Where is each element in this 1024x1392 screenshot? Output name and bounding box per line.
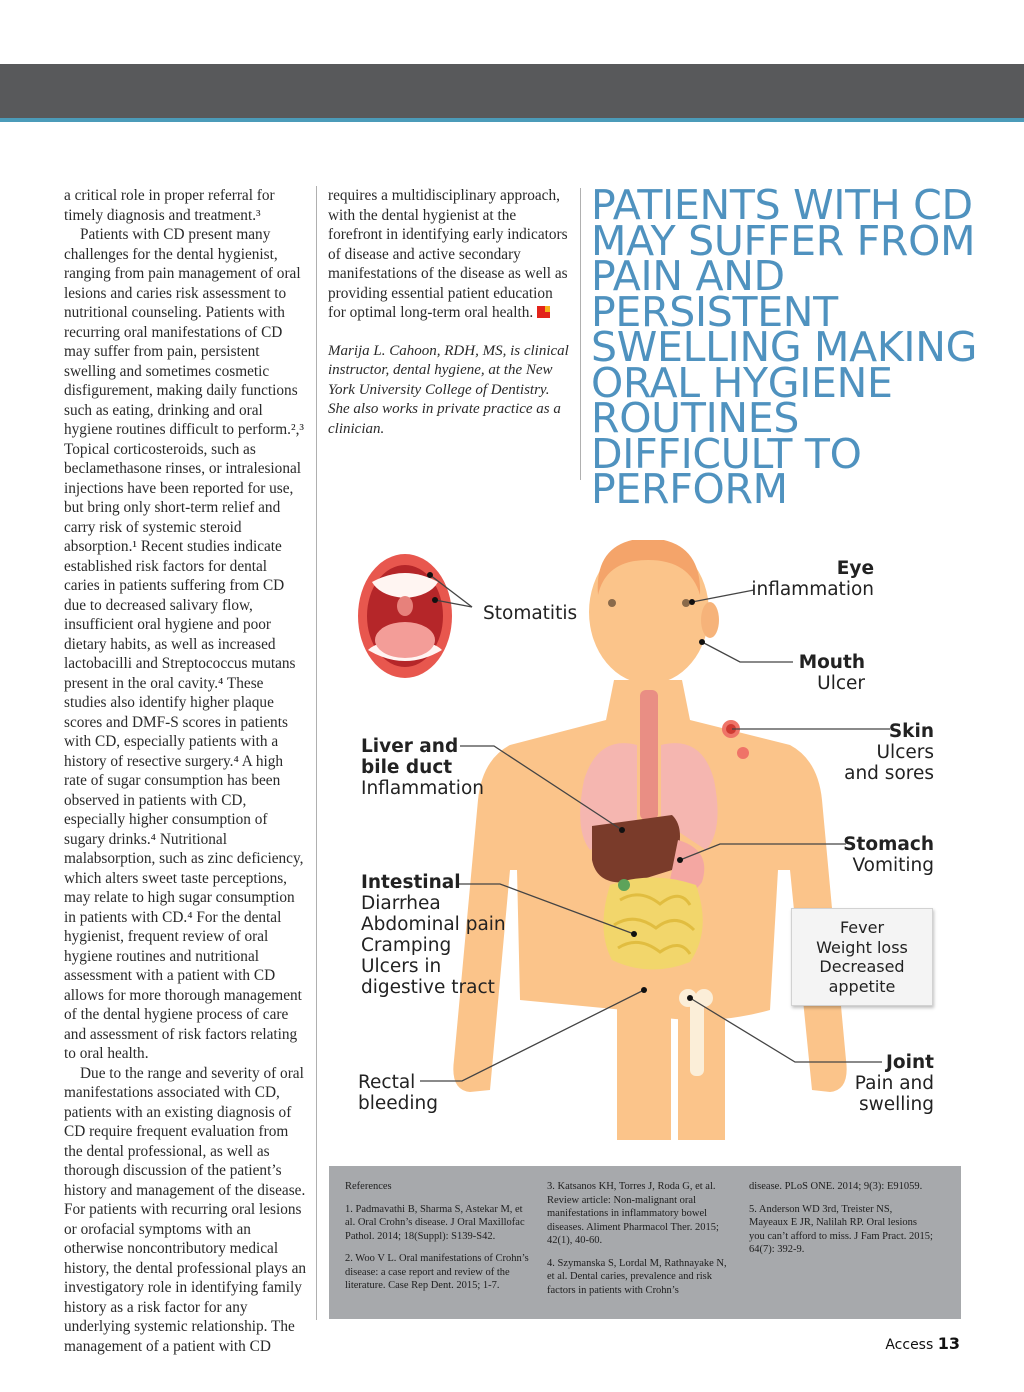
skin-label-desc: and sores: [844, 763, 934, 784]
skin-label: [844, 721, 934, 784]
article-column-2: [328, 186, 570, 439]
liver-label-desc: Inflammation: [361, 778, 484, 799]
magazine-name: Access: [885, 1337, 934, 1353]
references-column: [547, 1180, 731, 1306]
intestinal-symptom: Cramping: [361, 935, 452, 956]
liver-label-title: bile duct: [361, 757, 453, 778]
references-box: [329, 1166, 961, 1319]
skin-label-desc: Ulcers: [876, 742, 934, 763]
intestines-icon: [603, 878, 702, 970]
liver-label: [361, 736, 484, 799]
stomach-label: [843, 834, 934, 876]
article-paragraph: Patients with CD present many challenges for the dental hygienist, ranging from pain management of oral lesions and caries risk assessment to nutritional counseling. Patients with recurring oral manifestations of CD may suffer from pain, persistent swelling and sometimes cosmetic disfigurement, making daily functions such as eating, drinking and oral hygiene routines difficult to perform.²,³ Topical corticosteroids, such as beclamethasone rinses, or intralesional injections have been reported for use, but bring only short-term relief and carry risk of systemic steroid absorption.¹ Recent studies indicate established risk factors for dental caries in patients suffering from CD due to decreased salivary flow, insufficient oral hygiene and poor dietary habits, as well as increased lactobacilli and Streptococcus mutans present in the oral cavity.⁴ These studies also identify higher plaque scores and DMF-S scores in patients with CD, especially patients with a history of resective surgery.⁴ A high rate of sugar consumption has been observed in patients with CD, especially higher consumption of sugary drinks.⁴ Nutritional malabsorption, such as zinc deficiency, which alters sweet taste perceptions, may relate to high sugar consumption in patients with CD.⁴ For the dental hygienist, frequent review of oral hygiene routines and nutritional assessment with a patient with CD allows for more thorough management of the dental hygiene process of care and assessment of risk factors relating to oral health.: [64, 226, 304, 1062]
systemic-symptoms-box: [791, 908, 933, 1006]
references-column: [749, 1180, 933, 1266]
page-number: 13: [937, 1334, 960, 1353]
rectal-label: [358, 1072, 438, 1114]
skin-label-title: Skin: [888, 721, 934, 742]
references-column: [345, 1180, 529, 1302]
reference-item: 3. Katsanos KH, Torres J, Roda G, et al. Review article: Non-malignant oral manifestations in inflammatory bowel diseases. Aliment Pharmacol Ther. 2015; 42(1), 40-60.: [547, 1181, 719, 1246]
systemic-symptom: Weight loss: [816, 937, 908, 957]
author-bio: Marija L. Cahoon, RDH, MS, is clinical instructor, dental hygiene, at the New York University College of Dentistry. She also works in private practice as a clinician.: [328, 342, 569, 437]
liver-label-title: Liver and: [361, 736, 459, 757]
eye-label-desc: inflammation: [751, 579, 874, 600]
systemic-symptom: appetite: [828, 976, 896, 996]
systemic-symptom: Decreased: [819, 957, 905, 976]
reference-item: disease. PLoS ONE. 2014; 9(3): E91059.: [749, 1181, 923, 1192]
article-column-1: [64, 186, 306, 1356]
eye-label-title: Eye: [836, 558, 874, 579]
joint-label-desc: swelling: [858, 1094, 934, 1115]
intestinal-symptom: digestive tract: [361, 977, 495, 998]
stomach-label-title: Stomach: [843, 834, 934, 855]
reference-item: 1. Padmavathi B, Sharma S, Astekar M, et al. Oral Crohn’s disease. J Oral Maxillofac Pathol. 2014; 18(Suppl): S139-S42.: [345, 1203, 525, 1242]
intestinal-label-title: Intestinal: [361, 872, 461, 893]
page-footer: [885, 1334, 960, 1353]
intestinal-label: [361, 872, 506, 998]
end-mark-icon: [537, 306, 550, 318]
column-divider: [316, 186, 317, 1320]
joint-label: [855, 1052, 934, 1115]
pull-quote: PATIENTS WITH CD MAY SUFFER FROM PAIN AND PERSISTENT SWELLING MAKING ORAL HYGIENE ROUTINES DIFFICULT TO PERFORM: [591, 181, 978, 513]
article-paragraph: Due to the range and severity of oral manifestations associated with CD, patients with an existing diagnosis of CD require frequent evaluation from the dental professional, as well as thorough discussion of the patient’s history and management of the disease. For patients with recurring oral lesions or orofacial symptoms with an otherwise noncontributory medical history, the dental professional plays an investigatory role in identifying family history as a risk factor for any underlying systemic relationship. The management of a patient with CD: [64, 1064, 307, 1355]
pullquote-divider: [580, 188, 581, 480]
reference-item: 4. Szymanska S, Lordal M, Rathnayake N, et al. Dental caries, prevalence and risk factors in patients with Crohn’s: [547, 1257, 727, 1296]
stomatitis-label: Stomatitis: [483, 603, 578, 624]
header-accent-line: [0, 118, 1024, 122]
intestinal-symptom: Abdominal pain: [361, 914, 506, 935]
reference-item: 5. Anderson WD 3rd, Treister NS, Mayeaux E JR, Nalilah RP. Oral lesions you can’t afford to miss. J Fam Pract. 2015; 64(7): 392-9.: [749, 1203, 933, 1255]
rectal-label-line: bleeding: [358, 1093, 438, 1114]
reference-item: 2. Woo V L. Oral manifestations of Crohn’s disease: a case report and review of the literature. Case Rep Dent. 2015; 1-7.: [345, 1253, 529, 1291]
references-heading: References: [345, 1181, 392, 1192]
systemic-symptom: Fever: [839, 918, 885, 937]
article-paragraph: a critical role in proper referral for timely diagnosis and treatment.³: [64, 187, 275, 224]
open-mouth-icon: [358, 554, 452, 678]
stomach-label-desc: Vomiting: [852, 855, 934, 876]
intestinal-symptom: Diarrhea: [361, 893, 441, 914]
intestinal-symptom: Ulcers in: [361, 956, 442, 977]
joint-label-title: Joint: [886, 1052, 934, 1073]
header-bar: [0, 64, 1024, 118]
rectal-label-line: Rectal: [358, 1072, 416, 1093]
eye-label: [751, 558, 874, 600]
mouth-label-desc: Ulcer: [817, 673, 865, 694]
mouth-label-title: Mouth: [798, 652, 865, 673]
mouth-label: [799, 652, 865, 694]
article-paragraph: [328, 186, 570, 323]
article-paragraph-text: requires a multidisciplinary approach, with the dental hygienist at the forefront in identifying early indicators of disease and active secondary manifestations of the disease as well as providing essential patient education for optimal long-term oral health.: [328, 187, 568, 321]
joint-label-desc: Pain and: [854, 1073, 934, 1094]
